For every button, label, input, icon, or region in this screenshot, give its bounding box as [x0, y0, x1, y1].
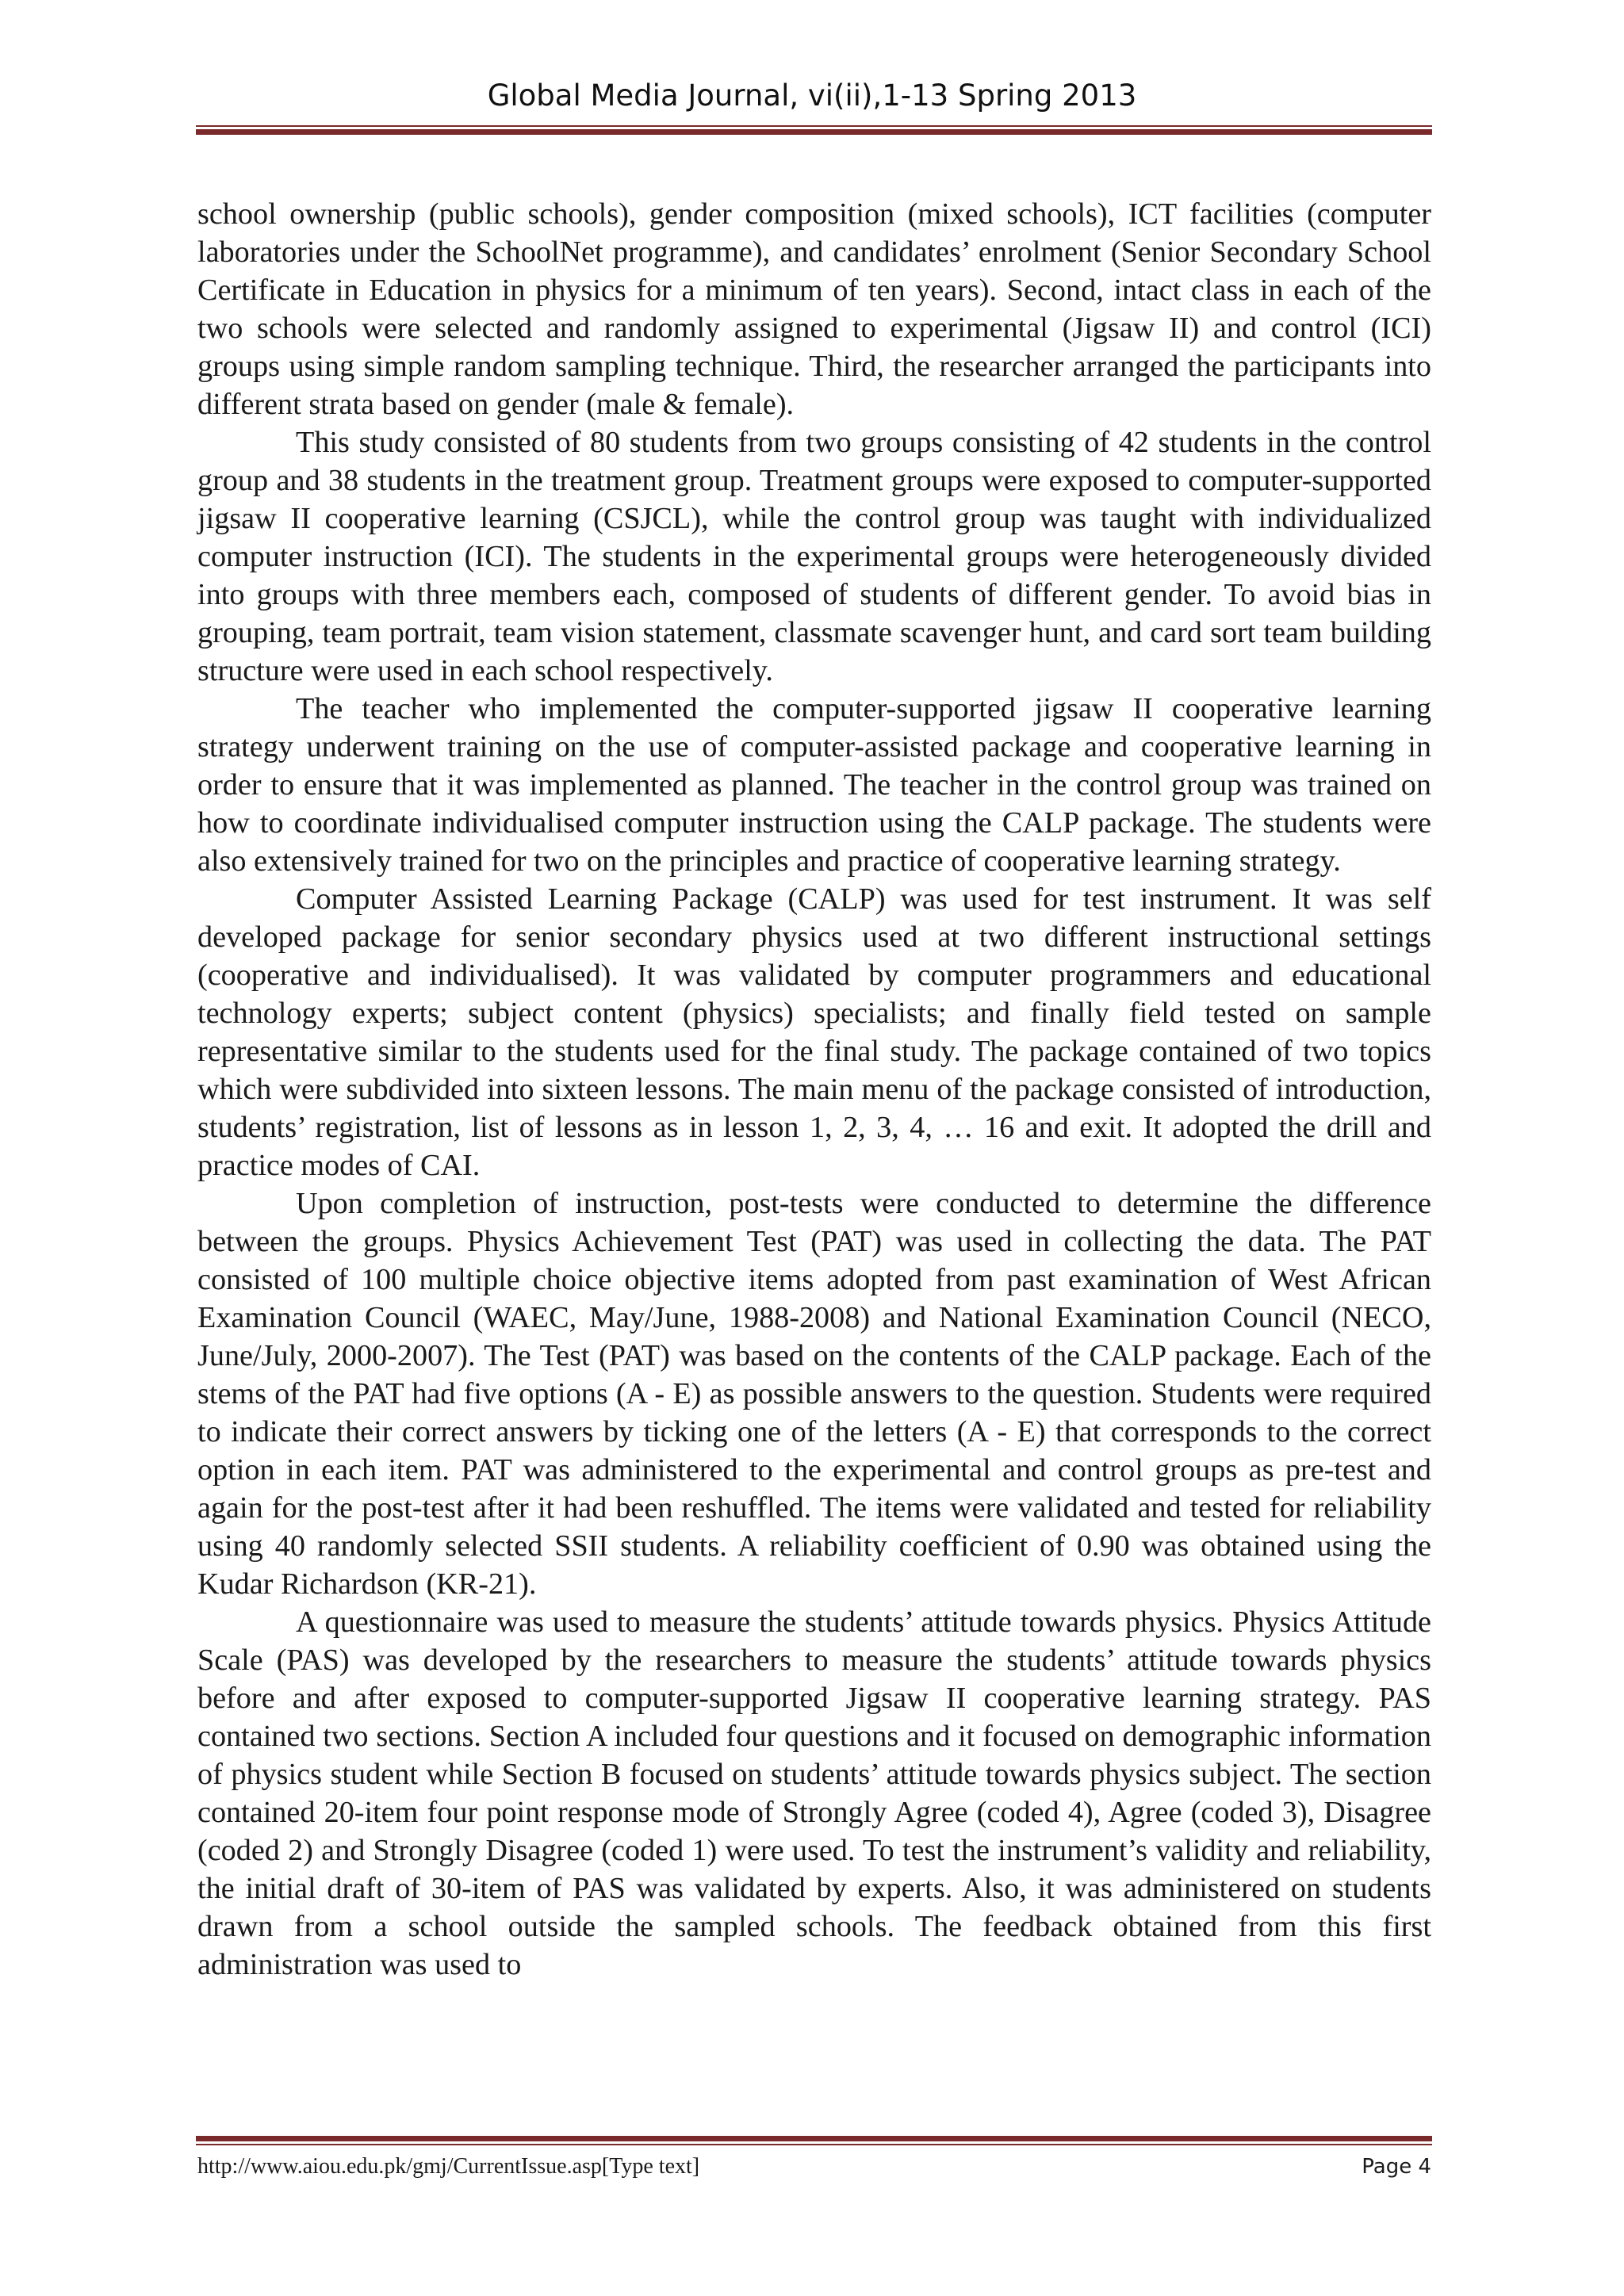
paragraph: school ownership (public schools), gender composition (mixed schools), ICT facilities (computer laboratories under the SchoolNet programme), and candidates’ enrolment (Senior Secondary School Certificate in Education in physics for a minimum of ten years). Second, intact class in each of the two schools were selected and randomly assigned to experimental (Jigsaw II) and control (ICI) groups using simple random sampling technique. Third, the researcher arranged the participants into different strata based on gender (male & female). [197, 197, 1431, 421]
footer-url-link[interactable]: http://www.aiou.edu.pk/gmj/CurrentIssue.asp[Type text] [197, 2154, 700, 2179]
footer-rule-thin [196, 2144, 1432, 2145]
paragraph: A questionnaire was used to measure the students’ attitude towards physics. Physics Attitude Scale (PAS) was developed by the researchers to measure the students’ attitude towards physics before and after exposed to computer-supported Jigsaw II cooperative learning strategy. PAS contained two sections. Section A included four questions and it focused on demographic information of physics student while Section B focused on students’ attitude towards physics subject. The section contained 20-item four point response mode of Strongly Agree (coded 4), Agree (coded 3), Disagree (coded 2) and Strongly Disagree (coded 1) were used. To test the instrument’s validity and reliability, the initial draft of 30-item of PAS was validated by experts. Also, it was administered on students drawn from a school outside the sampled schools. The feedback obtained from this first administration was used to [197, 1605, 1431, 1981]
page-footer [197, 2151, 1431, 2183]
paragraph: Computer Assisted Learning Package (CALP) was used for test instrument. It was self developed package for senior secondary physics used at two different instructional settings (cooperative and individualised). It was validated by computer programmers and educational technology experts; subject content (physics) specialists; and finally field tested on sample representative similar to the students used for the final study. The package contained of two topics which were subdivided into sixteen lessons. The main menu of the package consisted of introduction, students’ registration, list of lessons as in lesson 1, 2, 3, 4, … 16 and exit. It adopted the drill and practice modes of CAI. [197, 882, 1431, 1182]
page-number: Page 4 [1362, 2155, 1431, 2179]
running-header-title: Global Media Journal, vi(ii),1-13 Spring 2013 [487, 78, 1137, 113]
header-rule-thick [196, 129, 1432, 135]
body-text [197, 195, 1431, 1984]
paragraph: Upon completion of instruction, post-tests were conducted to determine the difference between the groups. Physics Achievement Test (PAT) was used in collecting the data. The PAT consisted of 100 multiple choice objective items adopted from past examination of West African Examination Council (WAEC, May/June, 1988-2008) and National Examination Council (NECO, June/July, 2000-2007). The Test (PAT) was based on the contents of the CALP package. Each of the stems of the PAT had five options (A - E) as possible answers to the question. Students were required to indicate their correct answers by ticking one of the letters (A - E) that corresponds to the correct option in each item. PAT was administered to the experimental and control groups as pre-test and again for the post-test after it had been reshuffled. The items were validated and tested for reliability using 40 randomly selected SSII students. A reliability coefficient of 0.90 was obtained using the Kudar Richardson (KR-21). [197, 1187, 1431, 1601]
header-rule-thin [196, 125, 1432, 127]
paragraph: This study consisted of 80 students from two groups consisting of 42 students in the control group and 38 students in the treatment group. Treatment groups were exposed to computer-supported jigsaw II cooperative learning (CSJCL), while the control group was taught with individualized computer instruction (ICI). The students in the experimental groups were heterogeneously divided into groups with three members each, composed of students of different gender. To avoid bias in grouping, team portrait, team vision statement, classmate scavenger hunt, and card sort team building structure were used in each school respectively. [197, 426, 1431, 687]
paragraph: The teacher who implemented the computer-supported jigsaw II cooperative learning strategy underwent training on the use of computer-assisted package and cooperative learning in order to ensure that it was implemented as planned. The teacher in the control group was trained on how to coordinate individualised computer instruction using the CALP package. The students were also extensively trained for two on the principles and practice of cooperative learning strategy. [197, 692, 1431, 878]
footer-rule-thick [196, 2136, 1432, 2141]
